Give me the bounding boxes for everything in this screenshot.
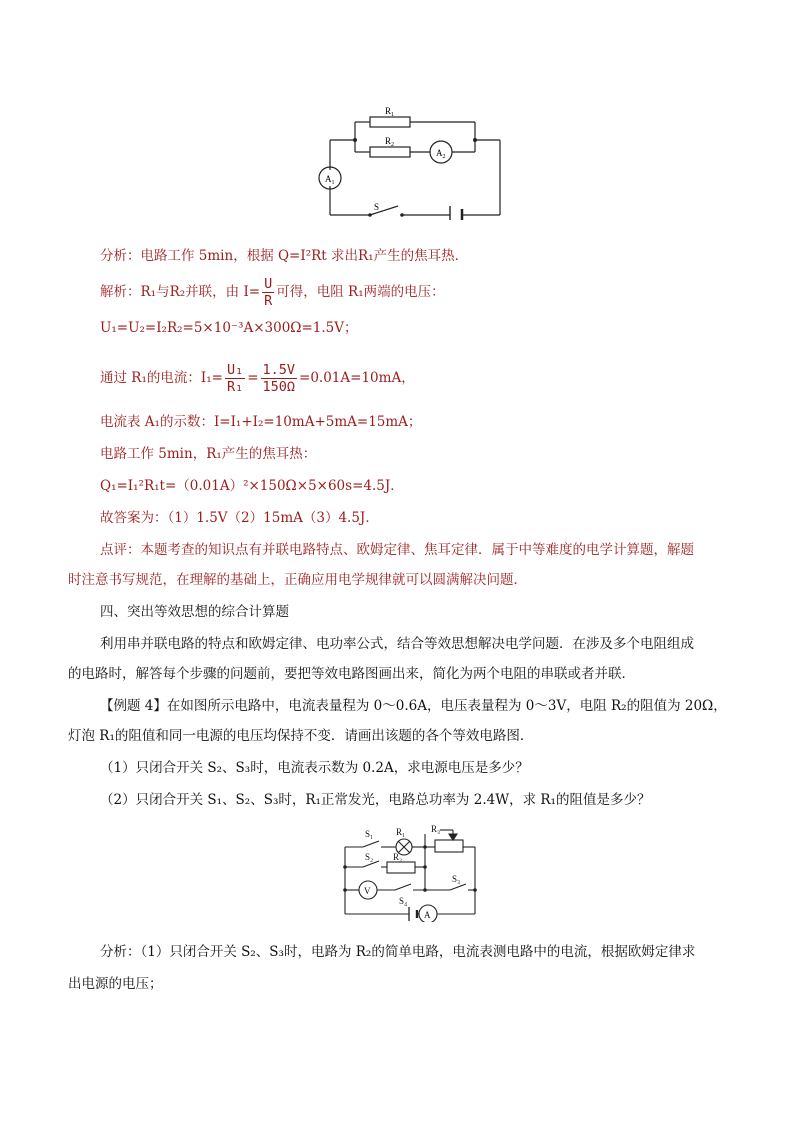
solution-text-b: 可得，电阻 R₁两端的电压： <box>276 284 445 300</box>
analysis-line-1: 分析：电路工作 5min，根据 Q=I²Rt 求出R₁产生的焦耳热． <box>100 248 469 264</box>
solution-line-1 <box>100 276 445 309</box>
label-r1-lamp: R₁ <box>396 827 406 837</box>
circuit-diagram-1 <box>310 100 510 220</box>
question-1: （1）只闭合开关 S₂、S₃时，电流表示数为 0.2A，求电源电压是多少？ <box>100 760 529 776</box>
intro-line-1: 利用串并联电路的特点和欧姆定律、电功率公式，结合等效思想解决电学问题．在涉及多个电阻组成 <box>100 636 694 652</box>
solution-line-3: 通过 R₁的电流：I₁= $\frac{\text{U₁}}{\text{R₁}}$ = $\frac{1.5V}{150\Omega}$ =0.01A=10mA， <box>100 362 415 395</box>
label-r2-2: R₂ <box>393 852 403 862</box>
solution-line-5: 电路工作 5min，R₁产生的焦耳热： <box>100 446 317 462</box>
fraction-values: $\frac{1.5V}{150\Omega}$ <box>262 362 296 395</box>
label-a2: $A_2$ <box>436 148 446 160</box>
question-2: （2）只闭合开关 S₁、S₂、S₃时，R₁正常发光，电路总功率为 2.4W，求 R₁的阻值是多少？ <box>100 792 651 808</box>
label-s2: S₂ <box>365 852 374 862</box>
resistor-r2 <box>370 147 410 157</box>
label-s3: S₃ <box>452 874 461 884</box>
label-r3: R₃ <box>431 824 441 834</box>
label-s4: S₄ <box>399 896 408 906</box>
analysis-2-line-2: 出电源的电压； <box>68 976 163 992</box>
section-heading: 四、突出等效思想的综合计算题 <box>100 604 289 620</box>
answer-line: 故答案为：（1）1.5V（2）15mA（3）4.5J． <box>100 510 379 526</box>
solution-line-4: 电流表 A₁的示数：I=I₁+I₂=10mA+5mA=15mA； <box>100 414 422 430</box>
solution-line-6: Q₁=I₁²R₁t=（0.01A）²×150Ω×5×60s=4.5J． <box>100 478 404 494</box>
solution-text-a: 解析：R₁与R₂并联，由 I= <box>100 284 261 300</box>
label-v: V <box>364 886 371 896</box>
label-a: A <box>424 910 431 920</box>
analysis-2-line-1: 分析：（1）只闭合开关 S₂、S₃时，电路为 R₂的简单电路，电流表测电路中的电流，根据欧姆定律求 <box>100 944 696 960</box>
junction-dots <box>353 138 477 217</box>
comment-line-1: 点评：本题考查的知识点有并联电路特点、欧姆定律、焦耳定律．属于中等难度的电学计算题，解题 <box>100 542 694 558</box>
fraction-u-over-r: $\frac{U}{R}$ <box>264 276 273 309</box>
solution-line-2: U₁=U₂=I₂R₂=5×10⁻³A×300Ω=1.5V； <box>100 320 358 336</box>
comment-line-2: 时注意书写规范，在理解的基础上，正确应用电学规律就可以圆满解决问题． <box>68 572 527 588</box>
resistor-r1 <box>370 117 410 127</box>
example-line-1: 【例题 4】在如图所示电路中，电流表量程为 0～0.6A，电压表量程为 0～3V，电阻 R₂的阻值为 20Ω， <box>100 698 727 714</box>
label-s1: S₁ <box>365 829 374 839</box>
fraction-u1-over-r1: $\frac{\text{U₁}}{\text{R₁}}$ <box>226 362 244 395</box>
label-s: S <box>374 202 380 212</box>
label-r2: $R_2$ <box>385 136 395 148</box>
battery-2-icon <box>409 907 417 921</box>
example-line-2: 灯泡 R₁的阻值和同一电源的电压均保持不变．请画出该题的各个等效电路图． <box>68 728 534 744</box>
label-r1: $R_1$ <box>385 106 395 118</box>
battery-icon <box>450 206 462 220</box>
intro-line-2: 的电路时，解答每个步骤的问题前，要把等效电路图画出来，简化为两个电阻的串联或者并联． <box>68 666 635 682</box>
circuit-diagram-2 <box>335 822 485 922</box>
label-a1: $A_1$ <box>325 174 335 186</box>
